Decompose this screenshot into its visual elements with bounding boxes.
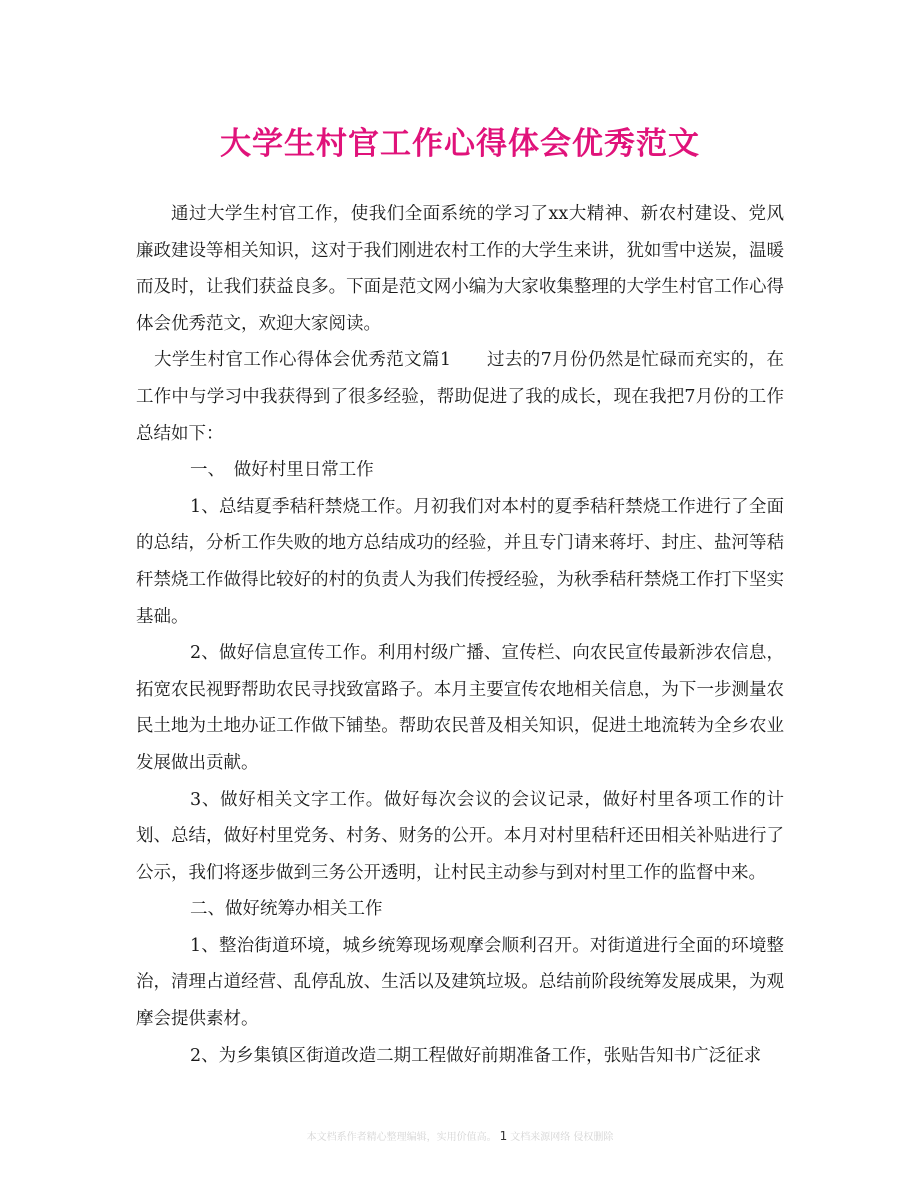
paragraph-item-2-1: 1、整治街道环境，城乡统筹现场观摩会顺利召开。对街道进行全面的环境整治，清理占道经营、乱停乱放、生活以及建筑垃圾。总结前阶段统筹发展成果，为观摩会提供素材。: [136, 935, 784, 1030]
document-title: 大学生村官工作心得体会优秀范文: [220, 126, 700, 162]
paragraph-article-start: 大学生村官工作心得体会优秀范文篇1 过去的7月份仍然是忙碌而充实的，在工作中与学习中我获得到了很多经验，帮助促进了我的成长，现在我把7月份的工作总结如下：: [136, 350, 784, 444]
page-number: 1: [499, 1129, 508, 1143]
footer-left-text: 本文档系作者精心整理编辑，实用价值高。: [306, 1132, 497, 1143]
footer-right-text: 文档来源网络 侵权删除: [510, 1132, 614, 1143]
paragraph-item-1-3: 3、做好相关文字工作。做好每次会议的会议记录，做好村里各项工作的计划、总结，做好村里党务、村务、财务的公开。本月对村里秸秆还田相关补贴进行了公示，我们将逐步做到三务公开透明，让村民主动参与到对村里工作的监督中来。: [136, 789, 784, 883]
paragraph-item-1-1: 1、总结夏季秸秆禁烧工作。月初我们对本村的夏季秸秆禁烧工作进行了全面的总结，分析工作失败的地方总结成功的经验，并且专门请来蒋圩、封庄、盐河等秸秆禁烧工作做得比较好的村的负责人为我们传授经验，为秋季秸秆禁烧工作打下坚实基础。: [136, 496, 784, 627]
section-heading-1: 一、 做好村里日常工作: [190, 460, 374, 481]
paragraph-item-1-2: 2、做好信息宣传工作。利用村级广播、宣传栏、向农民宣传最新涉农信息，拓宽农民视野帮助农民寻找致富路子。本月主要宣传农地相关信息，为下一步测量农民土地为土地办证工作做下铺垫。帮助农民普及相关知识，促进土地流转为全乡农业发展做出贡献。: [136, 643, 784, 773]
page-footer: [0, 1128, 920, 1143]
section-heading-2: 二、做好统筹办相关工作: [190, 899, 383, 920]
paragraph-item-2-2: 2、为乡集镇区街道改造二期工程做好前期准备工作，张贴告知书广泛征求: [190, 1045, 762, 1066]
paragraph-intro: 通过大学生村官工作，使我们全面系统的学习了xx大精神、新农村建设、党风廉政建设等相关知识，这对于我们刚进农村工作的大学生来讲，犹如雪中送炭，温暖而及时，让我们获益良多。下面是范文网小编为大家收集整理的大学生村官工作心得体会优秀范文，欢迎大家阅读。: [136, 204, 784, 334]
document-body: [136, 196, 784, 1074]
